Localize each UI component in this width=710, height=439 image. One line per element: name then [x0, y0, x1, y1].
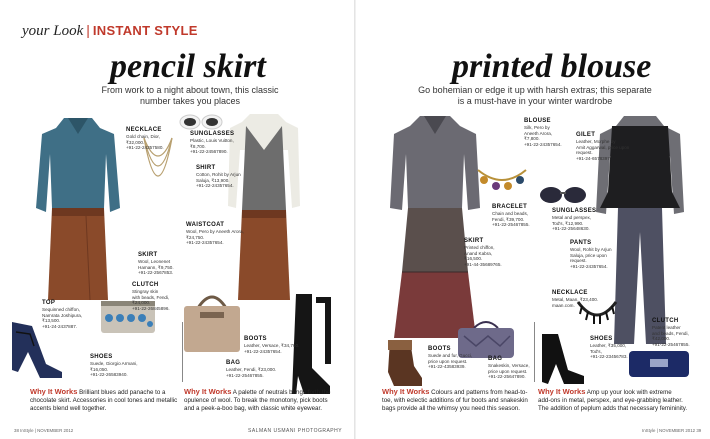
subtitle-line-2: number takes you places	[139, 96, 241, 106]
label-shirt-line: Saluja, ₹13,900.	[196, 177, 230, 183]
bracelet-photo	[474, 160, 530, 196]
label-pants-title: PANTS	[570, 240, 592, 246]
label-shoes-line: Suede, Giorgio Armani,	[90, 361, 138, 366]
label-sunglasses-title: SUNGLASSES	[190, 131, 235, 137]
label-bracelet-title: BRACELET	[492, 204, 528, 210]
label-boots	[244, 336, 304, 354]
label-skirt-title: SKIRT	[138, 252, 158, 258]
why-it-works-look4	[538, 388, 698, 412]
photo-credit: SALMAN USMANI PHOTOGRAPHY	[248, 428, 343, 434]
label-necklace-right-line: Metal, Maan, ₹23,400.	[552, 297, 599, 302]
label-bag	[226, 360, 282, 378]
why-text: A palette of neutrals brings forth the	[232, 389, 331, 396]
why-heading: Why It Works	[538, 387, 586, 396]
why-text: bags provide all the whimsy you need this season.	[382, 404, 520, 412]
label-sunglasses-line: +91-22-24567890.	[190, 149, 228, 155]
label-clutch-line: ₹24,000.	[132, 300, 151, 306]
label-skirt-right-line: Printed chiffon,	[464, 245, 495, 250]
label-shoes-line: +91-22-26583940.	[90, 372, 128, 378]
white-sunglasses-photo	[178, 114, 224, 130]
label-sunglasses	[190, 131, 242, 155]
why-text: Colours and patterns from head-to-	[431, 389, 528, 396]
label-clutch-line: Stingray skin	[132, 289, 159, 294]
why-text: accents blend well together.	[30, 404, 107, 412]
label-gilet	[576, 132, 636, 161]
label-top-line: Sequinned chiffon,	[42, 307, 80, 312]
peekaboo-bag-photo	[180, 284, 244, 356]
label-clutch-right-line: and beads, Fendi,	[652, 330, 689, 336]
patent-shoes-photo	[538, 328, 586, 388]
label-skirt-right-line: Anand Kabra,	[464, 250, 493, 256]
label-bag-right-line: price upon request.	[488, 368, 528, 374]
label-shoes-title: SHOES	[90, 354, 113, 360]
label-shirt-line: Cotton, Rohit by Arjun	[196, 172, 241, 177]
label-clutch-title: CLUTCH	[132, 282, 159, 288]
label-blouse-line: ₹7,800.	[524, 136, 540, 142]
label-sunglasses-line: Plastic, Louis Vuitton,	[190, 138, 234, 143]
label-waistcoat-line: +91-22-24357654.	[186, 240, 224, 246]
right-page	[356, 0, 710, 439]
label-shoes-right-line: Leather, ₹35,000,	[590, 343, 627, 348]
label-gilet-line: request.	[576, 150, 593, 156]
label-skirt-line: Wool, Leonenet	[138, 259, 171, 264]
label-sunglasses-line: ₹8,700.	[190, 143, 206, 149]
why-text: Amp up your look with extreme	[586, 389, 672, 396]
label-boots-title: BOOTS	[244, 336, 267, 342]
why-text: and a peek-a-boo bag, with classic white eyewear.	[184, 404, 322, 412]
why-it-works-look2	[184, 388, 344, 412]
look-divider	[182, 322, 183, 382]
left-page	[0, 0, 354, 439]
label-top-title: TOP	[42, 300, 56, 306]
label-necklace-line: Gold chain, Dior,	[126, 134, 160, 139]
label-blouse-line: Aneeth Arora,	[524, 130, 553, 136]
label-shirt-title: SHIRT	[196, 165, 216, 171]
label-boots-right-line: Suede and fur, Gucci,	[428, 353, 473, 358]
label-bracelet	[492, 204, 540, 228]
label-pants	[570, 240, 620, 269]
label-gilet-line: Leather, Morphe by	[576, 139, 616, 144]
patent-clutch-photo	[628, 350, 690, 378]
perspex-sunglasses-photo	[538, 186, 588, 204]
why-text: add-ons in metal, perspex, and eye-grabbing leather.	[538, 396, 683, 404]
label-blouse-line: +91-22-24357654.	[524, 141, 562, 147]
label-boots-right-line: +91-22-43583939.	[428, 364, 466, 370]
page-title-printed-blouse: printed blouse	[452, 48, 652, 85]
label-clutch-right-line: Patent leather	[652, 325, 681, 330]
why-it-works-look1	[30, 388, 180, 412]
label-skirt-right-title: SKIRT	[464, 238, 484, 244]
label-sunglasses-right-title: SUNGLASSES	[552, 208, 597, 214]
label-pants-line: request.	[570, 258, 587, 264]
label-pants-line: Wool, Rohit by Arjun	[570, 247, 612, 252]
label-shoes-line: ₹16,050.	[90, 366, 109, 372]
label-blouse-line: Silk, Pero by	[524, 125, 550, 130]
header-divider: |	[86, 22, 90, 38]
label-necklace-right	[552, 290, 608, 308]
label-clutch-line: +91-22-26845896.	[132, 305, 170, 311]
label-skirt-right-line: ₹16,500.	[464, 256, 483, 262]
label-gilet-title: GILET	[576, 132, 596, 138]
why-text: toe, with eclectic additions of fur boots and snakeskin	[382, 396, 528, 404]
why-heading: Why It Works	[382, 387, 430, 396]
label-shirt	[196, 165, 246, 189]
label-skirt-right-line: +91-44-35689765.	[464, 261, 502, 267]
label-top-line: ₹13,500.	[42, 318, 61, 324]
label-boots-line: +91-22-24357654.	[244, 348, 282, 354]
why-text: opulence of wool. To break the monotony, pick boots	[184, 396, 328, 404]
label-clutch-right	[652, 318, 696, 347]
label-bag-right-line: Snakeskin, Versace,	[488, 363, 530, 368]
why-heading: Why It Works	[30, 387, 78, 396]
label-gilet-line: Amit Aggarwal, price upon	[576, 144, 630, 150]
label-necklace-right-title: NECKLACE	[552, 290, 588, 296]
label-boots-right-title: BOOTS	[428, 346, 451, 352]
label-sunglasses-right-line: Tod's, ₹12,990.	[552, 220, 584, 226]
label-necklace-right-line: maan.com.	[552, 302, 575, 308]
label-shirt-line: +91-22-24357654.	[196, 183, 234, 189]
label-bag-right-title: BAG	[488, 356, 503, 362]
subtitle-line-2: is a must-have in your winter wardrobe	[457, 96, 613, 106]
page-subtitle	[390, 85, 680, 107]
look3-outfit-photo	[384, 112, 486, 344]
label-necklace	[126, 127, 174, 151]
label-skirt-line: Hamann, ₹9,750.	[138, 264, 174, 270]
label-bag-line: +91-22-25467855.	[226, 372, 264, 378]
label-necklace-title: NECKLACE	[126, 127, 162, 133]
label-bag-right-line: +91-22-25647890.	[488, 374, 526, 380]
look1-outfit-photo	[28, 112, 128, 312]
why-it-works-look3	[382, 388, 532, 412]
label-blouse	[524, 118, 568, 147]
label-pants-line: Saluja, price upon	[570, 252, 607, 258]
label-waistcoat-line: ₹24,750.	[186, 234, 205, 240]
label-bag-right	[488, 356, 538, 380]
label-sunglasses-right-line: +91-22-25648630.	[552, 226, 590, 232]
page-footer-right: InStyle | NOVEMBER 2012 39	[642, 428, 702, 433]
label-skirt-right	[464, 238, 510, 267]
label-boots-right-line: price upon request.	[428, 358, 468, 364]
label-top-line: Namrata Joshipura,	[42, 312, 83, 318]
label-blouse-title: BLOUSE	[524, 118, 551, 124]
label-waistcoat	[186, 222, 244, 246]
header-section: INSTANT STYLE	[92, 23, 198, 38]
label-gilet-line: +91-24-6578397.	[576, 155, 612, 161]
page-footer-left: 38 InStyle | NOVEMBER 2012	[14, 428, 74, 433]
label-clutch-line: with beads, Fendi,	[132, 294, 170, 300]
label-bracelet-line: Fendi, ₹39,700.	[492, 216, 525, 222]
label-waistcoat-title: WAISTCOAT	[186, 222, 225, 228]
fur-boots-photo	[384, 336, 424, 388]
label-shoes-right-title: SHOES	[590, 336, 613, 342]
label-bag-line: Leather, Fendi, ₹23,000.	[226, 367, 277, 372]
label-bracelet-line: Chain and beads,	[492, 211, 529, 216]
label-shoes-right-line: +91-22-23456783.	[590, 354, 628, 360]
subtitle-line-1: Go bohemian or edge it up with harsh extras; this separate	[418, 85, 652, 95]
section-header	[22, 22, 198, 40]
header-brand: your Look	[22, 23, 84, 39]
label-clutch-right-title: CLUTCH	[652, 318, 679, 324]
why-heading: Why It Works	[184, 387, 232, 396]
label-top	[42, 300, 88, 329]
label-clutch-right-line: +91-22-25467855.	[652, 341, 690, 347]
label-bracelet-line: +91-22-25467855.	[492, 222, 530, 228]
subtitle-line-1: From work to a night about town, this classic	[101, 85, 279, 95]
why-text: Brilliant blues add panache to a	[79, 389, 166, 396]
label-bag-title: BAG	[226, 360, 241, 366]
label-top-line: +91-24-2437887.	[42, 323, 78, 329]
label-necklace-line: +91-22-24357580.	[126, 145, 164, 151]
label-pants-line: +91-22-24357654.	[570, 263, 608, 269]
look-divider	[534, 322, 535, 382]
label-clutch-right-line: ₹42,000.	[652, 336, 671, 342]
why-text: The addition of peplum adds that necessary femininity.	[538, 404, 688, 412]
label-sunglasses-right	[552, 208, 602, 232]
label-necklace-line: ₹32,000.	[126, 139, 145, 145]
label-skirt-line: +91-22-2567853.	[138, 270, 174, 276]
label-boots-line: Leather, Versace, ₹34,760.	[244, 343, 300, 348]
label-shoes-right	[590, 336, 634, 360]
label-clutch	[132, 282, 176, 311]
label-shoes-right-line: Tod's,	[590, 348, 602, 354]
page-title-pencil-skirt: pencil skirt	[110, 48, 266, 85]
why-text: chocolate skirt. Accessories in cool tones and metallic	[30, 396, 178, 404]
label-skirt	[138, 252, 182, 276]
page-subtitle	[70, 85, 310, 107]
label-shoes	[90, 354, 144, 378]
label-sunglasses-right-line: Metal and perspex,	[552, 215, 592, 220]
label-boots-right	[428, 346, 480, 370]
label-waistcoat-line: Wool, Pero by Aneeth Arora,	[186, 229, 244, 234]
